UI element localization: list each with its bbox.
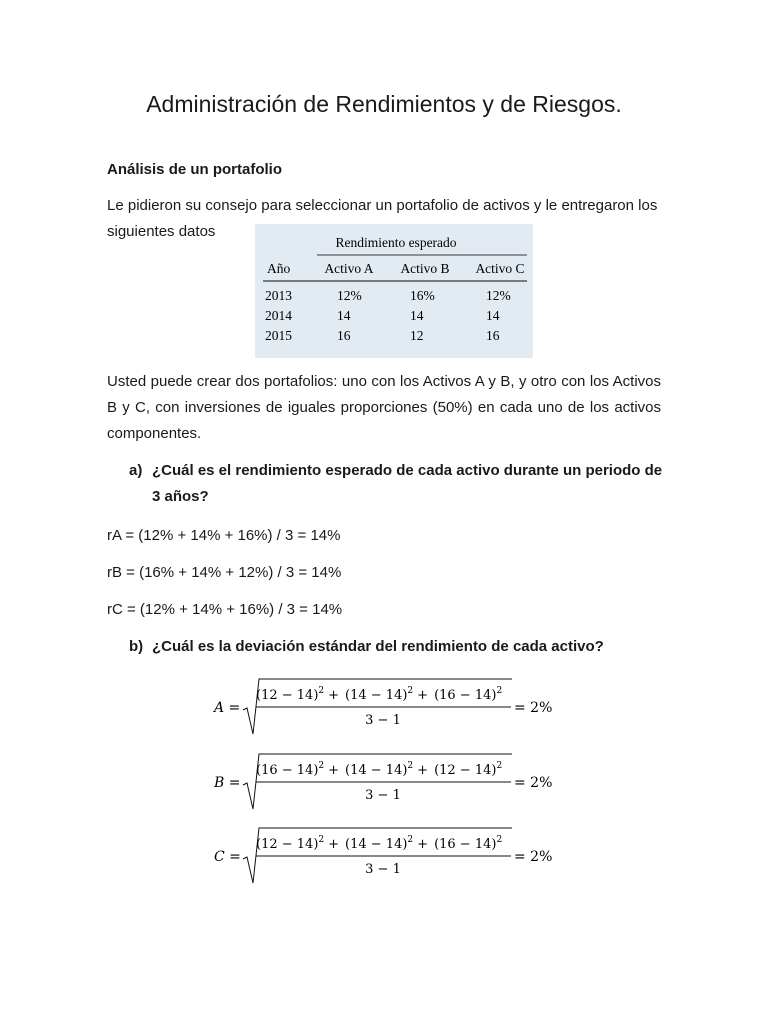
row-2013-a: 12% [337, 288, 362, 303]
equation-a-denominator: 3 − 1 [365, 713, 401, 728]
answer-ra: rA = (12% + 14% + 16%) / 3 = 14% [107, 527, 341, 544]
question-a-label: a) [129, 462, 143, 479]
row-2014-a: 14 [337, 308, 351, 323]
equation-b-variable: B = [214, 775, 241, 791]
row-2015-c: 16 [486, 328, 500, 343]
row-2013-year: 2013 [265, 288, 292, 303]
header-asset-c: Activo C [475, 261, 525, 276]
equation-b-denominator: 3 − 1 [365, 788, 401, 803]
equation-b [200, 747, 570, 817]
equation-c-numerator: $(12 - 14)^2 + (14 - 14)^2 + (16 - 14)^2$ [256, 835, 503, 852]
row-2013-c: 12% [486, 288, 511, 303]
equation-c-denominator: 3 − 1 [365, 862, 401, 877]
row-2015-b: 12 [410, 328, 424, 343]
row-2014-c: 14 [486, 308, 500, 323]
answer-rc: rC = (12% + 14% + 16%) / 3 = 14% [107, 601, 343, 618]
row-2015-year: 2015 [265, 328, 292, 343]
intro-line-2: siguientes datos [107, 223, 216, 240]
section-heading: Análisis de un portafolio [107, 161, 283, 178]
row-2014-year: 2014 [265, 308, 292, 323]
header-asset-a: Activo A [324, 261, 374, 276]
intro-line-1: Le pidieron su consejo para seleccionar un portafolio de activos y le entregaron los [107, 197, 658, 214]
returns-table-graphic [255, 224, 533, 358]
row-2013-b: 16% [410, 288, 435, 303]
portfolio-paragraph: Usted puede crear dos portafolios: uno con los Activos A y B, y otro con los Activos B y C, con inversiones de iguales proporciones (50%) en cada uno de los activos componentes. [107, 373, 661, 442]
header-year: Año [267, 261, 291, 276]
group-header: Rendimiento esperado [335, 235, 457, 250]
equation-a-result: = 2% [514, 700, 553, 716]
question-b-label: b) [129, 638, 144, 655]
row-2014-b: 14 [410, 308, 424, 323]
page-title: Administración de Rendimientos y de Riesgos. [146, 91, 622, 117]
header-asset-b: Activo B [400, 261, 450, 276]
equation-b-numerator: $(16 - 14)^2 + (14 - 14)^2 + (12 - 14)^2$ [256, 761, 503, 778]
equation-c-result: = 2% [514, 849, 553, 865]
returns-table [255, 224, 533, 358]
equation-a [200, 672, 570, 742]
answer-rb: rB = (16% + 14% + 12%) / 3 = 14% [107, 564, 342, 581]
equation-b-result: = 2% [514, 775, 553, 791]
equation-c-variable: C = [214, 849, 241, 865]
row-2015-a: 16 [337, 328, 351, 343]
equation-c [200, 821, 570, 891]
equation-a-variable: A = [214, 700, 241, 716]
equation-a-numerator: $(12 - 14)^2 + (14 - 14)^2 + (16 - 14)^2$ [256, 686, 503, 703]
question-a-text: ¿Cuál es el rendimiento esperado de cada activo durante un periodo de 3 años? [152, 462, 663, 505]
question-b-text: ¿Cuál es la deviación estándar del rendimiento de cada activo? [152, 638, 604, 655]
